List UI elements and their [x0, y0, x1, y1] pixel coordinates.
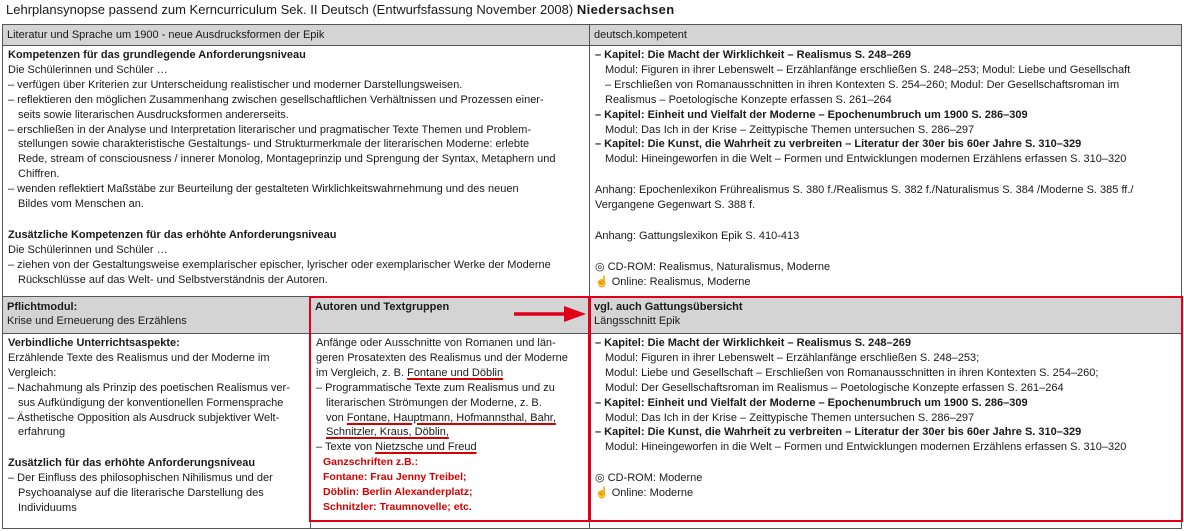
text-line-content: Modul: Der Gesellschaftsroman im Realismus – Poetologische Konzepte erfassen S. 261–264	[605, 381, 1064, 394]
spacer	[8, 212, 585, 220]
underlined-author-names: Schnitzler, Kraus, Döblin,	[326, 426, 449, 439]
text-line	[595, 440, 1177, 455]
text-line	[595, 63, 1177, 78]
spacer	[595, 463, 1177, 471]
text-line	[595, 183, 1177, 198]
spacer	[595, 455, 1177, 463]
text-line-content: Individuums	[18, 502, 77, 515]
text-line-content: Rede, stream of consciousness / innerer Monolog, Montageprinzip und Sprengung der Syntax, Metaphern und	[18, 153, 556, 166]
text-line-content: Anfänge oder Ausschnitte von Romanen und län-	[316, 337, 556, 349]
spacer	[595, 213, 1177, 221]
text-line	[595, 198, 1177, 213]
text-line-content: stellungen sowie charakteristische Gestaltungs- und Strukturmerkmale der literarischen Moderne: erlebte	[18, 138, 530, 151]
spacer	[8, 220, 585, 228]
text-line-content: – ziehen von der Gestaltungsweise exemplarischer epischer, lyrischer oder exemplarischer Werke der Moderne	[8, 258, 551, 271]
text-line	[8, 63, 585, 78]
text-line	[8, 108, 585, 123]
text-line-content: – Kapitel: Einheit und Vielfalt der Moderne – Epochenumbruch um 1900 S. 286–309	[595, 396, 1028, 409]
text-line-content: Vergangene Gegenwart S. 388 f.	[595, 199, 756, 212]
text-line-content: Anhang: Gattungslexikon Epik S. 410-413	[595, 230, 800, 243]
text-line-content: – verfügen über Kriterien zur Unterscheidung realistischer und moderner Darstellungsweisen.	[8, 78, 463, 91]
header-textbook	[589, 24, 1182, 46]
text-line-content: Chiffren.	[18, 168, 60, 181]
text-line-content: Modul: Hineingeworfen in die Welt – Formen und Entwicklungen modernen Erzählens erfassen S. 310–320	[605, 153, 1127, 166]
text-line	[316, 411, 585, 426]
text-line-content: erfahrung	[18, 426, 66, 439]
competencies-cell	[2, 45, 590, 297]
underlined-author-names: Fontane, Hauptmann, Hofmannsthal, Bahr,	[346, 411, 556, 424]
text-line-content: von	[326, 411, 347, 424]
text-line	[316, 381, 585, 396]
red-annotation-line: Schnitzler: Traumnovelle; etc.	[323, 500, 472, 513]
header-literature-text: Literatur und Sprache um 1900 - neue Ausdrucksformen der Epik	[7, 29, 325, 41]
title-region: Niedersachsen	[576, 2, 675, 17]
text-line	[316, 425, 585, 440]
text-line-content: Modul: Hineingeworfen in die Welt – Formen und Entwicklungen modernen Erzählens erfassen S. 310–320	[605, 441, 1127, 454]
text-line-content: – erschließen in der Analyse und Interpretation literarischer und pragmatischer Texte Themen und Problem-	[8, 123, 531, 136]
document-title	[6, 2, 675, 17]
text-line	[8, 137, 585, 152]
text-line-content: literarischen Strömungen der Moderne, z. B.	[326, 396, 542, 409]
text-line	[8, 456, 306, 471]
text-line	[595, 229, 1177, 244]
red-arrow-icon	[512, 304, 588, 324]
text-line	[595, 137, 1177, 152]
text-line-content: Die Schülerinnen und Schüler …	[8, 63, 168, 76]
text-line	[595, 93, 1177, 108]
text-line-content: ☝ Online: Moderne	[595, 487, 694, 500]
text-line	[8, 381, 306, 396]
text-line	[8, 228, 585, 243]
text-line-content: Kompetenzen für das grundlegende Anforderungsniveau	[8, 49, 306, 61]
text-line	[595, 351, 1177, 366]
text-line	[595, 381, 1177, 396]
text-line	[595, 108, 1177, 123]
text-line-content: – Erschließen von Romanausschnitten in ihren Kontexten S. 254–260; Modul: Der Gesellschaftsroman im	[605, 78, 1120, 91]
text-line-content: Bildes vom Menschen an.	[18, 198, 144, 211]
text-line-content: seits sowie literarischen Ausdrucksformen andererseits.	[18, 108, 289, 121]
text-line-content: Modul: Liebe und Gesellschaft – Erschließen von Romanausschnitten in ihren Kontexten S. 254–260;	[605, 366, 1099, 379]
text-line	[8, 258, 585, 273]
underlined-author-names: Fontane und Döblin	[407, 366, 504, 379]
text-line	[8, 486, 306, 501]
text-line	[316, 351, 585, 366]
text-line-content: Modul: Das Ich in der Krise – Zeittypische Themen untersuchen S. 286–297	[605, 123, 975, 136]
text-line-content: Psychoanalyse auf die literarische Darstellung des	[18, 487, 264, 500]
text-line	[8, 243, 585, 258]
text-line	[595, 396, 1177, 411]
header-genre-overview	[589, 296, 1182, 334]
text-line-content: ◎ CD-ROM: Realismus, Naturalismus, Moderne	[595, 260, 831, 273]
spacer	[8, 448, 306, 456]
text-line-content: – Kapitel: Einheit und Vielfalt der Moderne – Epochenumbruch um 1900 S. 286–309	[595, 108, 1028, 121]
spacer	[595, 244, 1177, 252]
text-line	[8, 471, 306, 486]
text-line	[8, 336, 306, 351]
chapters-bottom-cell	[589, 333, 1182, 529]
text-line	[8, 78, 585, 93]
text-line-content: – Kapitel: Die Kunst, die Wahrheit zu verbreiten – Literatur der 30er bis 60er Jahre S. 310–329	[595, 426, 1082, 439]
text-line	[316, 366, 585, 381]
text-line-content: Verbindliche Unterrichtsaspekte:	[8, 337, 180, 349]
text-line	[316, 396, 585, 411]
text-line	[8, 93, 585, 108]
text-line	[595, 425, 1177, 440]
header-literature	[2, 24, 590, 46]
text-line-content: sus Aufkündigung der konventionellen Formensprache	[18, 396, 284, 409]
text-line	[8, 197, 585, 212]
text-line-content: Modul: Figuren in ihrer Lebenswelt – Erzählanfänge erschließen S. 248–253; Modul: Liebe und Gesellschaft	[605, 63, 1131, 76]
text-line-content: Zusätzlich für das erhöhte Anforderungsniveau	[8, 457, 256, 470]
text-line-content: ◎ CD-ROM: Moderne	[595, 472, 703, 485]
text-line-content: – Kapitel: Die Macht der Wirklichkeit – Realismus S. 248–269	[595, 49, 911, 61]
spacer	[595, 252, 1177, 260]
text-line	[8, 396, 306, 411]
text-line	[8, 123, 585, 138]
text-line	[316, 440, 585, 455]
text-line	[595, 152, 1177, 167]
textbook-chapters-cell	[589, 45, 1182, 297]
text-line	[8, 411, 306, 426]
text-line	[8, 351, 306, 366]
text-line-content: – wenden reflektiert Maßstäbe zur Beurteilung der gestalteten Wirklichkeitswahrnehmung und des neuen	[8, 183, 519, 196]
text-line	[8, 501, 306, 516]
text-line	[595, 411, 1177, 426]
text-line-content: Anhang: Epochenlexikon Frührealismus S. 380 f./Realismus S. 382 f./Naturalismus S. 384 /Moderne S. 385 ff./	[595, 184, 1134, 197]
text-line	[8, 425, 306, 440]
text-line	[595, 336, 1177, 351]
text-line-content: Modul: Das Ich in der Krise – Zeittypische Themen untersuchen S. 286–297	[605, 411, 975, 424]
text-line-content: Zusätzliche Kompetenzen für das erhöhte Anforderungsniveau	[8, 228, 337, 241]
text-line	[8, 273, 585, 288]
text-line-content: – reflektieren den möglichen Zusammenhang zwischen gesellschaftlichen Verhältnissen und Prozessen einer-	[8, 93, 544, 106]
text-line-content: Vergleich:	[8, 366, 57, 379]
underlined-author-names: Nietzsche und Freud	[375, 441, 477, 454]
text-line-content: ☝ Online: Realismus, Moderne	[595, 275, 751, 288]
text-line-content: Rückschlüsse auf das Welt- und Selbstverständnis der Autoren.	[18, 273, 328, 286]
pflichtmodul-title: Krise und Erneuerung des Erzählens	[7, 315, 187, 327]
text-line-content: – Texte von	[316, 441, 376, 454]
text-line	[595, 48, 1177, 63]
header-textbook-text: deutsch.kompetent	[594, 29, 687, 41]
authors-cell	[310, 333, 590, 529]
spacer	[8, 440, 306, 448]
red-annotation-line: Döblin: Berlin Alexanderplatz;	[323, 486, 473, 499]
text-line	[595, 123, 1177, 138]
text-line	[595, 486, 1177, 501]
text-line-content: – Kapitel: Die Macht der Wirklichkeit – Realismus S. 248–269	[595, 337, 911, 349]
red-annotation-line: Ganzschriften z.B.:	[323, 456, 419, 469]
teaching-aspects-cell	[2, 333, 311, 529]
text-line	[8, 167, 585, 182]
text-line	[595, 275, 1177, 290]
text-line-content: – Ästhetische Opposition als Ausdruck subjektiver Welt-	[8, 411, 280, 424]
spacer	[595, 221, 1177, 229]
text-line-content: – Der Einfluss des philosophischen Nihilismus und der	[8, 472, 273, 485]
genre-overview-sub: Längsschnitt Epik	[594, 315, 681, 327]
text-line-content: – Kapitel: Die Kunst, die Wahrheit zu verbreiten – Literatur der 30er bis 60er Jahre S. 310–329	[595, 138, 1082, 151]
text-line	[595, 471, 1177, 486]
text-line-content: Erzählende Texte des Realismus und der Moderne im	[8, 351, 270, 364]
text-line-content: – Programmatische Texte zum Realismus und zu	[316, 381, 555, 394]
pflichtmodul-label: Pflichtmodul:	[7, 301, 78, 313]
text-line-content: geren Prosatexten des Realismus und der Moderne	[316, 351, 568, 364]
text-line	[8, 48, 585, 63]
text-line	[595, 366, 1177, 381]
text-line	[595, 260, 1177, 275]
red-annotation-line: Fontane: Frau Jenny Treibel;	[323, 471, 467, 484]
text-line-content: Modul: Figuren in ihrer Lebenswelt – Erzählanfänge erschließen S. 248–253;	[605, 351, 980, 364]
authors-header-text: Autoren und Textgruppen	[315, 301, 450, 313]
text-line	[8, 366, 306, 381]
spacer	[595, 175, 1177, 183]
spacer	[595, 167, 1177, 175]
text-line	[8, 152, 585, 167]
text-line	[595, 78, 1177, 93]
text-line-content: im Vergleich, z. B.	[316, 366, 408, 379]
text-line-content: – Nachahmung als Prinzip des poetischen Realismus ver-	[8, 381, 290, 394]
text-line	[316, 336, 585, 351]
text-line-content: Realismus – Poetologische Konzepte erfassen S. 261–264	[605, 93, 892, 106]
text-line-content: Die Schülerinnen und Schüler …	[8, 243, 168, 256]
genre-overview-label: vgl. auch Gattungsübersicht	[594, 301, 743, 313]
title-main: Lehrplansynopse passend zum Kerncurriculum Sek. II Deutsch (Entwurfsfassung November 2008)	[6, 2, 574, 17]
header-pflichtmodul	[2, 296, 311, 334]
text-line	[8, 182, 585, 197]
